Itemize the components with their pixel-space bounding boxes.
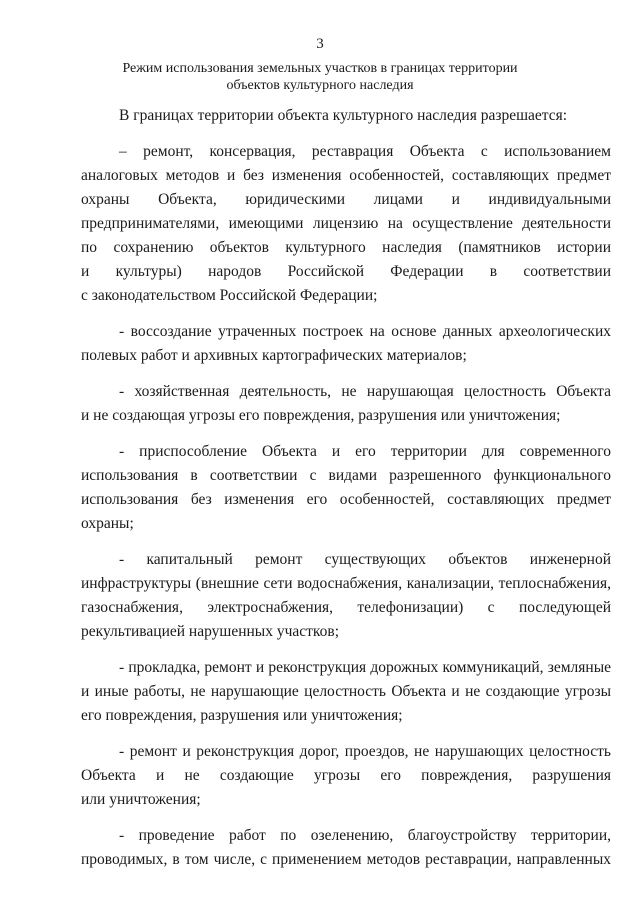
paragraph-line: инфраструктуры (внешние сети водоснабжения, канализации, теплоснабжения, xyxy=(81,575,611,592)
paragraph-line: - ремонт и реконструкция дорог, проездов, не нарушающих целостность xyxy=(119,743,611,760)
intro-paragraph xyxy=(81,104,611,128)
paragraph-line: или уничтожения; xyxy=(81,791,201,808)
paragraph-line: - хозяйственная деятельность, не нарушающая целостность Объекта xyxy=(119,383,611,400)
paragraph-line: использования в соответствии с видами разрешенного функционального xyxy=(81,467,611,484)
paragraph-line: и не создающая угрозы его повреждения, разрушения или уничтожения; xyxy=(81,407,561,424)
paragraph-line: с законодательством Российской Федерации; xyxy=(81,287,378,304)
intro-text: В границах территории объекта культурного наследия разрешается: xyxy=(119,107,568,124)
paragraph-line: Объекта и не создающие угрозы его повреждения, разрушения xyxy=(81,767,611,784)
section-title xyxy=(100,60,540,94)
paragraph-line: газоснабжения, электроснабжения, телефонизации) с последующей xyxy=(81,599,611,616)
paragraph-line: полевых работ и архивных картографических материалов; xyxy=(81,347,467,364)
paragraph-4 xyxy=(81,440,611,536)
paragraph-line: предпринимателями, имеющими лицензию на осуществление деятельности xyxy=(81,215,611,232)
paragraph-line: по сохранению объектов культурного наследия (памятников истории xyxy=(81,239,611,256)
section-title-line-1: Режим использования земельных участков в границах территории xyxy=(122,61,518,76)
paragraph-line: охраны Объекта, юридическими лицами и индивидуальными xyxy=(81,191,611,208)
paragraph-line: и культуры) народов Российской Федерации в соответствии xyxy=(81,263,611,280)
paragraph-line: проводимых, в том числе, с применением методов реставрации, направленных xyxy=(81,851,611,868)
paragraph-5 xyxy=(81,548,611,644)
paragraph-2 xyxy=(81,320,611,368)
paragraph-3 xyxy=(81,380,611,428)
paragraph-line: - приспособление Объекта и его территории для современного xyxy=(119,443,611,460)
paragraph-line: - воссоздание утраченных построек на основе данных археологических xyxy=(119,323,611,340)
paragraph-6 xyxy=(81,656,611,728)
paragraph-1 xyxy=(81,140,611,308)
paragraph-line: рекультивацией нарушенных участков; xyxy=(81,623,340,640)
paragraph-line: использования без изменения его особенностей, составляющих предмет xyxy=(81,491,611,508)
section-title-line-2: объектов культурного наследия xyxy=(226,78,414,93)
paragraph-line: - проведение работ по озеленению, благоустройству территории, xyxy=(119,827,611,844)
paragraph-line: - капитальный ремонт существующих объектов инженерной xyxy=(119,551,611,568)
paragraph-line: - прокладка, ремонт и реконструкция дорожных коммуникаций, земляные xyxy=(119,659,611,676)
paragraph-line: – ремонт, консервация, реставрация Объекта с использованием xyxy=(119,143,611,160)
paragraph-line: аналоговых методов и без изменения особенностей, составляющих предмет xyxy=(81,167,611,184)
paragraph-line: и иные работы, не нарушающие целостность Объекта и не создающие угрозы xyxy=(81,683,611,700)
paragraph-7 xyxy=(81,740,611,812)
page-number: 3 xyxy=(316,36,324,52)
paragraph-8 xyxy=(81,824,611,872)
paragraph-line: его повреждения, разрушения или уничтожения; xyxy=(81,707,403,724)
paragraph-line: охраны; xyxy=(81,515,134,532)
document-body xyxy=(81,104,611,884)
